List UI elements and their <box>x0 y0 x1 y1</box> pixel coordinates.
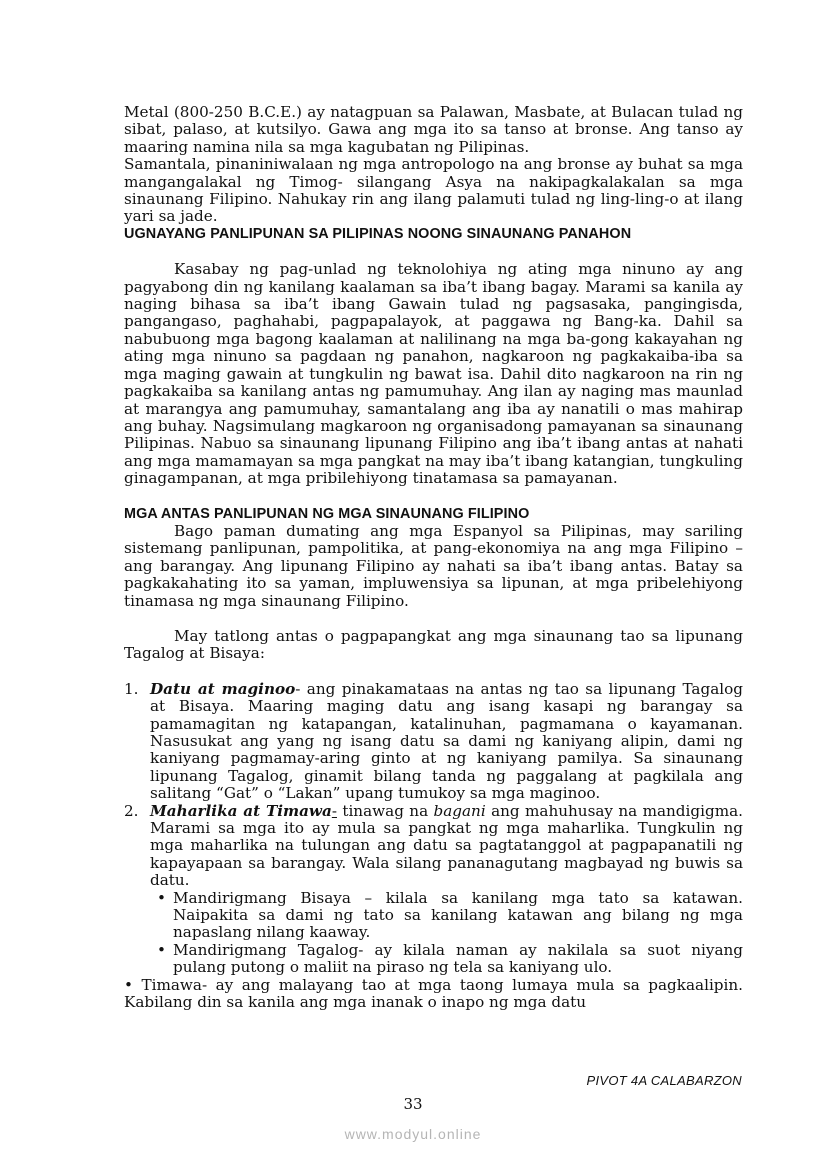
bullet-icon: • <box>157 888 166 907</box>
list-item-datu <box>124 681 743 803</box>
timawa-paragraph <box>124 977 743 1012</box>
bullet-item-tagalog <box>150 942 743 977</box>
document-body <box>124 104 743 1012</box>
term-datu-maginoo: Datu at maginoo <box>150 679 296 698</box>
section-heading-ugnayang: UGNAYANG PANLIPUNAN SA PILIPINAS NOONG SINAUNANG PANAHON <box>124 225 632 242</box>
term-maharlika-timawa: Maharlika at Timawa <box>150 801 332 820</box>
intro-paragraph-2: Samantala, pinaniniwalaan ng mga antropologo na ang bronse ay buhat sa mga mangangalakal ng Timog- silangang Asya na nakipagkalakalan sa mga sinaunang Filipino. Nahukay rin ang ilang palamuti tulad ng ling-ling-o at ilang yari sa jade. <box>124 155 743 226</box>
maharlika-text-a: tinawag na <box>336 801 434 820</box>
bullet-bisaya-text: Mandirigmang Bisaya – kilala sa kanilang mga tato sa katawan. Naipakita sa dami ng tato sa kanilang katawan ang bilang ng mga napaslang nilang kaaway. <box>173 888 743 942</box>
bullet-icon: • <box>124 975 142 994</box>
timawa-text: Timawa- ay ang malayang tao at mga taong lumaya mula sa pagkaalipin. Kabilang din sa kanila ang mga inanak o inapo ng mga datu <box>124 975 743 1012</box>
section2-paragraph-1: Bago paman dumating ang mga Espanyol sa Pilipinas, may sariling sistemang panlipunan, pampolitika, at pang-ekonomiya na ang mga Filipino – ang barangay. Ang lipunang Filipino ay nahati sa iba’t ibang antas. Batay sa pagkakahating ito sa yaman, impluwensiya sa lipunan, at mga pribelehiyong tinamasa ng mga sinaunang Filipino. <box>124 521 743 610</box>
list-number: 2. <box>124 801 139 820</box>
section-heading-antas: MGA ANTAS PANLIPUNAN NG MGA SINAUNANG FILIPINO <box>124 505 530 522</box>
list-item-maharlika <box>124 803 743 890</box>
bullet-item-bisaya <box>150 890 743 942</box>
datu-description: - ang pinakamataas na antas ng tao sa lipunang Tagalog at Bisaya. Maaring maging datu ang isang kasapi ng barangay sa pamamagitan ng katapangan, katalinuhan, pagmamana o kayamanan. Nasusukat ang yang ng isang datu sa dami ng kaniyang alipin, dami ng kaniyang pagmamay-aring ginto at ng kaniyang pamilya. Sa sinaunang lipunang Tagalog, ginamit bilang tanda ng paggalang at pagkilala ang salitang “Gat” o “Lakan” upang tumukoy sa mga maginoo. <box>150 679 743 803</box>
section2-paragraph-2: May tatlong antas o pagpapangkat ang mga sinaunang tao sa lipunang Tagalog at Bisaya: <box>124 626 743 663</box>
term-dash: - <box>331 801 337 820</box>
list-number: 1. <box>124 679 139 698</box>
section1-body: Kasabay ng pag-unlad ng teknolohiya ng ating mga ninuno ay ang pagyabong din ng kanilang kaalaman sa iba’t ibang bagay. Marami sa kanila ay naging bihasa sa iba’t ibang Gawain tulad ng pagsasaka, pangingisda, pangangaso, paghahabi, pagpapalayok, at paggawa ng Bang-ka. Dahil sa nabubuong mga bagong kaalaman at nalilinang na mga ba-gong kakayahan ng ating mga ninuno sa pagdaan ng panahon, nagkaroon ng pagkakaiba-iba sa mga maging gawain at tungkulin ng bawat isa. Dahil dito nagkaroon na rin ng pagkakaiba sa kanilang antas ng pamumuhay. Ang ilan ay naging mas maunlad at marangya ang pamumuhay, samantalang ang iba ay nanatili o mas mahirap ang buhay. Nagsimulang magkaroon ng organisadong pamayanan sa sinaunang Pilipinas. Nabuo sa sinaunang lipunang Filipino ang iba’t ibang antas at nahati ang mga mamamayan sa mga pangkat na may iba’t ibang katangian, tungkuling ginagampanan, at mga pribilehiyong tinatamasa sa pamayanan. <box>124 260 743 488</box>
bullet-icon: • <box>157 940 166 959</box>
page-number: 33 <box>403 1095 423 1113</box>
maharlika-text-b: ang mahuhusay na mandigigma. Marami sa mga ito ay mula sa pangkat ng mga maharlika. Tungkulin ng mga maharlika na tulungan ang datu sa pagtatanggol at pagpapanatili ng kapayapaan sa barangay. Wala silang pananagutang magbayad ng buwis sa datu. <box>150 801 743 890</box>
bullet-tagalog-text: Mandirigmang Tagalog- ay kilala naman ay nakilala sa suot niyang pulang putong o maliit na piraso ng tela sa kaniyang ulo. <box>173 940 743 977</box>
footer-tag: PIVOT 4A CALABARZON <box>586 1073 742 1088</box>
watermark: www.modyul.online <box>344 1126 482 1142</box>
intro-paragraph-1: Metal (800-250 B.C.E.) ay natagpuan sa Palawan, Masbate, at Bulacan tulad ng sibat, palaso, at kutsilyo. Gawa ang mga ito sa tanso at bronse. Ang tanso ay maaring namina nila sa mga kagubatan ng Pilipinas. <box>124 103 743 156</box>
term-bagani: bagani <box>433 801 486 820</box>
